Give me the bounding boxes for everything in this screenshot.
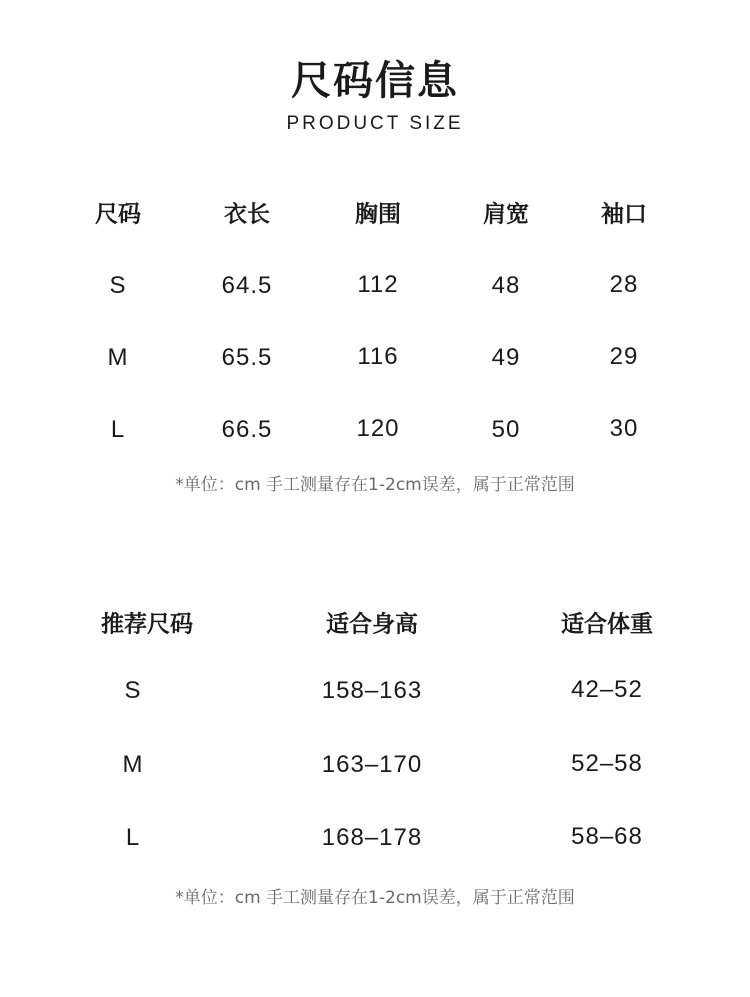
recommend-header-size: 推荐尺码	[101, 611, 193, 638]
size-header-chest: 胸围	[355, 201, 401, 228]
table-cell: 29	[609, 343, 639, 370]
table-cell: 112	[357, 271, 399, 298]
size-header-length: 衣长	[224, 201, 270, 228]
table-cell: M	[107, 344, 129, 371]
size-header-shoulder: 肩宽	[483, 201, 529, 228]
table-cell: 52–58	[571, 750, 643, 777]
table-cell: 116	[357, 343, 399, 370]
table-cell: 120	[356, 415, 400, 442]
table-cell: 163–170	[321, 751, 423, 778]
table-cell: 64.5	[221, 272, 273, 299]
recommend-table-note: *单位：cm 手工测量存在1-2cm误差，属于正常范围	[175, 888, 575, 908]
size-header-size: 尺码	[95, 201, 141, 228]
recommend-header-height: 适合身高	[326, 611, 418, 638]
table-cell: L	[125, 824, 141, 851]
table-cell: L	[110, 416, 126, 443]
table-cell: 48	[491, 272, 521, 299]
table-cell: 50	[491, 416, 521, 443]
table-cell: 49	[491, 344, 521, 371]
page-title: 尺码信息	[291, 58, 459, 104]
table-cell: 58–68	[571, 823, 643, 850]
page-subtitle: PRODUCT SIZE	[286, 113, 464, 134]
table-cell: S	[124, 677, 142, 704]
table-cell: 65.5	[221, 344, 273, 371]
recommend-header-weight: 适合体重	[561, 611, 653, 638]
table-cell: 168–178	[321, 824, 423, 851]
table-cell: S	[109, 272, 127, 299]
table-cell: 42–52	[571, 676, 643, 703]
table-cell: 158–163	[321, 677, 423, 704]
table-cell: 28	[609, 271, 639, 298]
table-cell: M	[122, 751, 144, 778]
table-cell: 30	[609, 415, 639, 442]
size-header-cuff: 袖口	[601, 201, 647, 228]
table-cell: 66.5	[221, 416, 273, 443]
size-table-note: *单位：cm 手工测量存在1-2cm误差，属于正常范围	[175, 475, 575, 495]
